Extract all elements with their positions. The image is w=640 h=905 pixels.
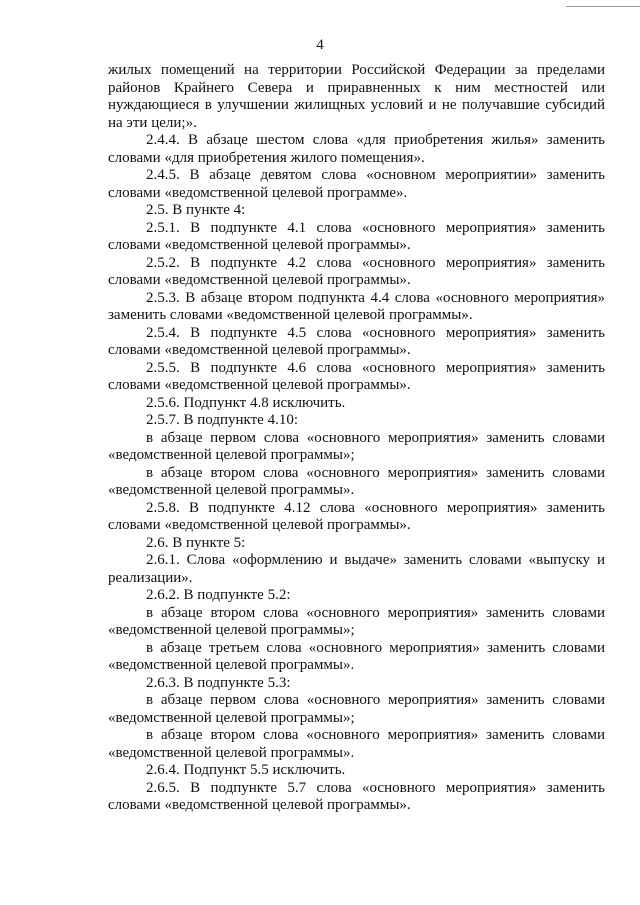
paragraph-2-5-1: 2.5.1. В подпункте 4.1 слова «основного мероприятия» заменить словами «ведомственной целевой программы».: [108, 219, 605, 253]
document-body: [108, 62, 605, 815]
paragraph-2-5-5: 2.5.5. В подпункте 4.6 слова «основного мероприятия» заменить словами «ведомственной целевой программы».: [108, 359, 605, 393]
paragraph-2-5: 2.5. В пункте 4:: [146, 202, 246, 218]
paragraph-2-6-2: 2.6.2. В подпункте 5.2:: [146, 587, 291, 603]
scan-edge-line: [566, 6, 640, 7]
paragraph-2-5-7-first: в абзаце первом слова «основного мероприятия» заменить словами «ведомственной целевой программы»;: [108, 429, 605, 463]
paragraph-2-4-4: 2.4.4. В абзаце шестом слова «для приобретения жилья» заменить словами «для приобретения жилого помещения».: [108, 132, 605, 166]
paragraph-2-6: 2.6. В пункте 5:: [146, 534, 246, 551]
paragraph-2-5-8: 2.5.8. В подпункте 4.12 слова «основного мероприятия» заменить словами «ведомственной целевой программы».: [108, 499, 605, 533]
paragraph-2-5-7: 2.5.7. В подпункте 4.10:: [146, 412, 299, 428]
paragraph-2-6-4: 2.6.4. Подпункт 5.5 исключить.: [146, 762, 346, 778]
paragraph-continuation: жилых помещений на территории Российской Федерации за пределами районов Крайнего Севера и приравненных к ним местностей или нуждающиеся в улучшении жилищных условий и не получавшие субсидий на эти цели;».: [108, 62, 605, 131]
paragraph-2-6-2-second: в абзаце втором слова «основного мероприятия» заменить словами «ведомственной целевой программы»;: [108, 604, 605, 638]
paragraph-2-4-5: 2.4.5. В абзаце девятом слова «основном мероприятии» заменить словами «ведомственной целевой программе».: [108, 167, 605, 201]
paragraph-2-6-3-first: в абзаце первом слова «основного мероприятия» заменить словами «ведомственной целевой программы»;: [108, 692, 605, 726]
paragraph-2-6-5: 2.6.5. В подпункте 5.7 слова «основного мероприятия» заменить словами «ведомственной целевой программы».: [108, 779, 605, 813]
paragraph-2-6-3: 2.6.3. В подпункте 5.3:: [146, 674, 291, 691]
paragraph-2-5-6: 2.5.6. Подпункт 4.8 исключить.: [146, 394, 346, 411]
paragraph-2-6-1: 2.6.1. Слова «оформлению и выдаче» заменить словами «выпуску и реализации».: [108, 552, 605, 586]
paragraph-2-5-4: 2.5.4. В подпункте 4.5 слова «основного мероприятия» заменить словами «ведомственной целевой программы».: [108, 324, 605, 358]
paragraph-2-6-3-second: в абзаце втором слова «основного мероприятия» заменить словами «ведомственной целевой программы».: [108, 727, 605, 761]
paragraph-2-6-2-third: в абзаце третьем слова «основного мероприятия» заменить словами «ведомственной целевой программы».: [108, 639, 605, 673]
paragraph-2-5-2: 2.5.2. В подпункте 4.2 слова «основного мероприятия» заменить словами «ведомственной целевой программы».: [108, 254, 605, 288]
page-number: 4: [316, 37, 324, 53]
paragraph-2-5-3: 2.5.3. В абзаце втором подпункта 4.4 слова «основного мероприятия» заменить словами «ведомственной целевой программы».: [108, 289, 605, 323]
paragraph-2-5-7-second: в абзаце втором слова «основного мероприятия» заменить словами «ведомственной целевой программы».: [108, 464, 605, 498]
